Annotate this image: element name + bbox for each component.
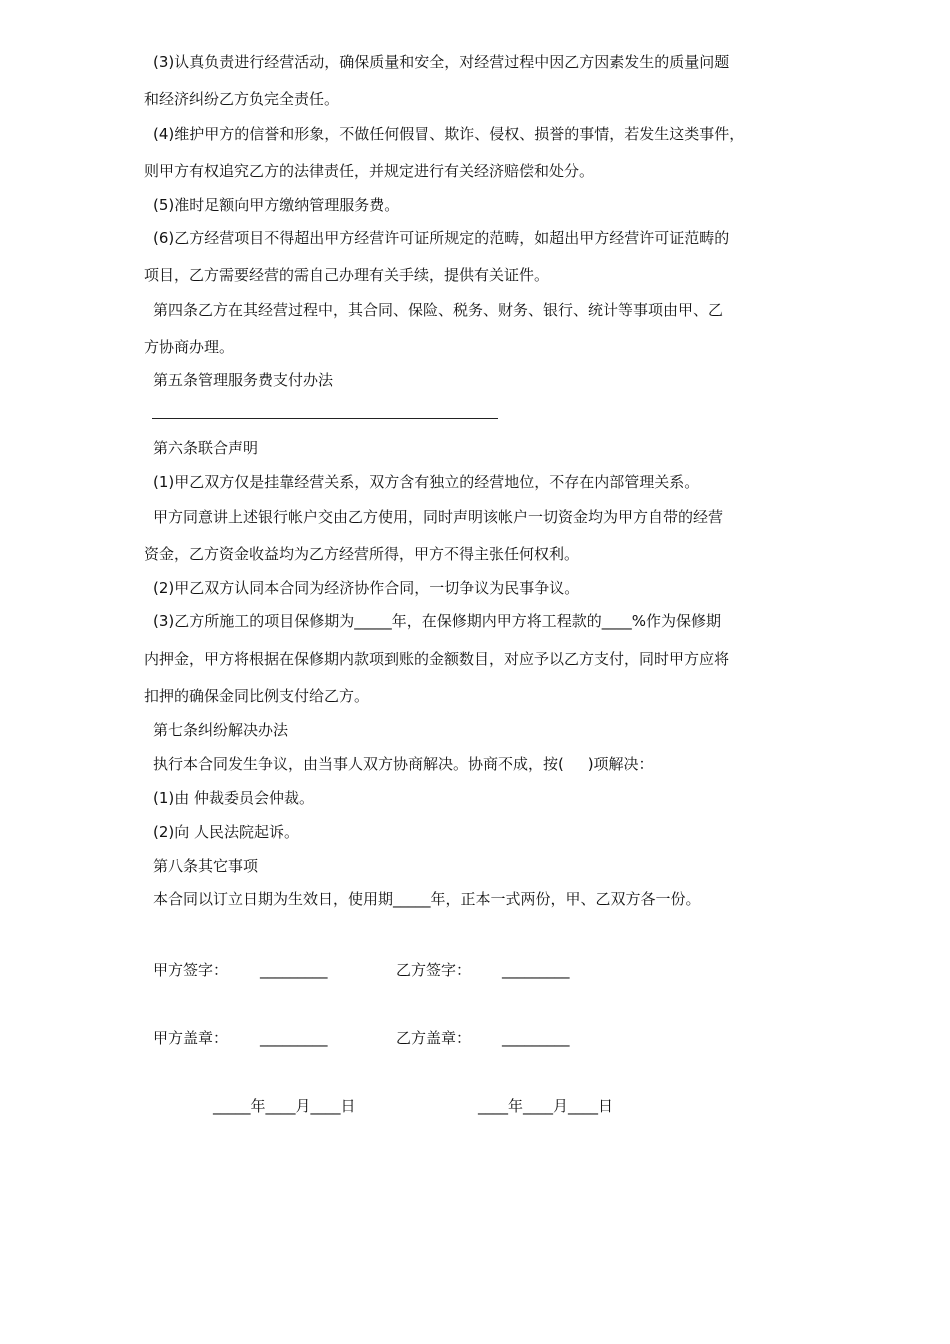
article-6-para-line-1: 甲方同意讲上述银行帐户交由乙方使用，同时声明该帐户一切资金均为甲方自带的经营	[153, 508, 724, 526]
clause-3-line-1: (3)认真负责进行经营活动，确保质量和安全，对经营过程中因乙方因素发生的质量问题	[153, 53, 730, 71]
party-a-date: _____年____月____日	[213, 1097, 356, 1115]
clause-5: (5)准时足额向甲方缴纳管理服务费。	[153, 196, 400, 214]
fee-payment-blank-line	[152, 418, 498, 419]
clause-6-line-1: (6)乙方经营项目不得超出甲方经营许可证所规定的范畴，如超出甲方经营许可证范畴的	[153, 229, 730, 247]
clause-6-line-2: 项目，乙方需要经营的需自己办理有关手续，提供有关证件。	[144, 266, 550, 284]
party-a-seal-label: 甲方盖章：	[153, 1029, 229, 1047]
party-b-date: ____年____月____日	[478, 1097, 614, 1115]
article-6-item-3-line-2: 内押金，甲方将根据在保修期内款项到账的金额数目，对应予以乙方支付，同时甲方应将	[144, 650, 730, 668]
party-b-signature-field: _________	[502, 961, 570, 979]
article-7-heading: 第七条纠纷解决办法	[153, 721, 289, 739]
clause-4-line-1: (4)维护甲方的信誉和形象，不做任何假冒、欺诈、侵权、损誉的事情，若发生这类事件，	[153, 125, 745, 143]
party-b-seal-field: _________	[502, 1029, 570, 1047]
article-4-line-2: 方协商办理。	[144, 338, 235, 356]
article-5-heading: 第五条管理服务费支付办法	[153, 371, 334, 389]
party-b-signature-label: 乙方签字：	[396, 961, 472, 979]
article-7-para: 执行本合同发生争议，由当事人双方协商解决。协商不成，按( )项解决：	[153, 755, 654, 773]
article-6-item-3-line-1: (3)乙方所施工的项目保修期为_____年，在保修期内甲方将工程款的____%作为保修期	[153, 612, 722, 630]
article-6-item-3-line-3: 扣押的确保金同比例支付给乙方。	[144, 687, 370, 705]
article-7-item-2: (2)向 人民法院起诉。	[153, 823, 300, 841]
article-6-item-1: (1)甲乙双方仅是挂靠经营关系，双方含有独立的经营地位，不存在内部管理关系。	[153, 473, 700, 491]
article-6-para-line-2: 资金，乙方资金收益均为乙方经营所得，甲方不得主张任何权利。	[144, 545, 580, 563]
article-4-line-1: 第四条乙方在其经营过程中，其合同、保险、税务、财务、银行、统计等事项由甲、乙	[153, 301, 724, 319]
party-a-signature-field: _________	[260, 961, 328, 979]
party-a-seal-field: _________	[260, 1029, 328, 1047]
clause-4-line-2: 则甲方有权追究乙方的法律责任，并规定进行有关经济赔偿和处分。	[144, 162, 595, 180]
article-7-item-1: (1)由 仲裁委员会仲裁。	[153, 789, 315, 807]
party-a-signature-label: 甲方签字：	[153, 961, 229, 979]
party-b-seal-label: 乙方盖章：	[396, 1029, 472, 1047]
article-6-heading: 第六条联合声明	[153, 439, 259, 457]
article-8-heading: 第八条其它事项	[153, 857, 259, 875]
article-8-para: 本合同以订立日期为生效日，使用期_____年，正本一式两份，甲、乙双方各一份。	[153, 890, 701, 908]
clause-3-line-2: 和经济纠纷乙方负完全责任。	[144, 90, 340, 108]
article-6-item-2: (2)甲乙双方认同本合同为经济协作合同，一切争议为民事争议。	[153, 579, 580, 597]
